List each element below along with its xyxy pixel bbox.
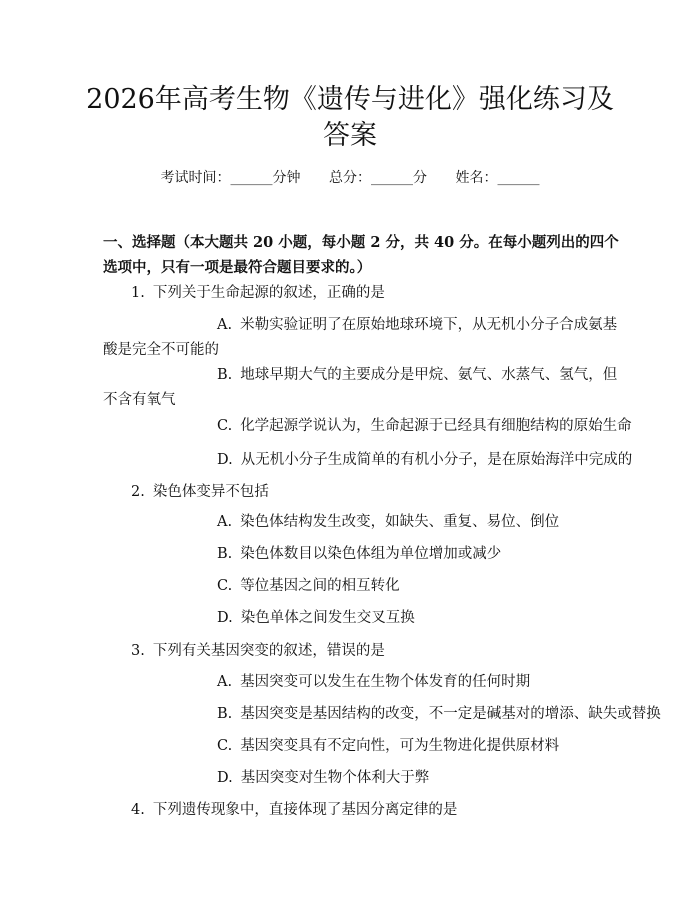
question-stem: 下列遗传现象中，直接体现了基因分离定律的是 [152,802,458,818]
option-letter: D. [217,770,233,786]
question-1 [131,282,631,304]
option-letter: C. [217,418,233,434]
time-blank: ______ [230,170,273,186]
exam-info-line [0,168,700,188]
question-number: 2. [131,484,145,500]
option-text: 染色体数目以染色体组为单位增加或减少 [240,546,502,562]
option-text: 从无机小分子生成简单的有机小分子，是在原始海洋中完成的 [240,452,633,468]
option-3b [103,702,661,727]
option-1a [103,313,623,363]
title-line-2: 答案 [323,120,377,151]
option-letter: A. [217,317,233,333]
score-unit: 分 [413,170,427,186]
question-number: 4. [131,802,145,818]
option-text: 米勒实验证明了在原始地球环境下，从无机小分子合成氨基酸是完全不可能的 [103,317,618,358]
section-heading: 一、选择题（本大题共 20 小题，每小题 2 分，共 40 分。在每小题列出的四个选项中，只有一项是最符合题目要求的。） [103,234,619,276]
question-number: 1. [131,285,145,301]
option-letter: D. [217,452,233,468]
question-2 [131,481,631,503]
time-unit: 分钟 [272,170,301,186]
title-line-1: 2026年高考生物《遗传与进化》强化练习及 [86,84,614,115]
option-2a [103,510,623,535]
question-4 [131,799,631,821]
question-stem: 下列关于生命起源的叙述，正确的是 [152,285,385,301]
option-2b [103,542,623,567]
score-blank: ______ [371,170,413,186]
question-stem: 染色体变异不包括 [152,484,269,500]
option-text: 等位基因之间的相互转化 [240,578,400,594]
option-3a [103,670,623,695]
question-3 [131,640,631,662]
option-letter: A. [217,674,233,690]
option-letter: B. [217,367,233,383]
question-stem: 下列有关基因突变的叙述，错误的是 [152,643,385,659]
option-text: 染色体结构发生改变，如缺失、重复、易位、倒位 [240,514,560,530]
option-letter: A. [217,514,233,530]
option-text: 基因突变可以发生在生物个体发育的任何时期 [240,674,531,690]
score-label: 总分： [329,170,371,186]
page-title [60,82,640,154]
option-3d [103,766,623,791]
option-text: 染色单体之间发生交叉互换 [240,610,415,626]
option-letter: B. [217,706,233,722]
name-blank: ______ [497,170,540,186]
option-text: 地球早期大气的主要成分是甲烷、氨气、水蒸气、氢气，但不含有氧气 [103,367,618,408]
option-1b [103,363,623,413]
option-1d [103,448,633,473]
question-number: 3. [131,643,145,659]
option-text: 化学起源学说认为，生命起源于已经具有细胞结构的原始生命 [240,418,632,434]
option-text: 基因突变对生物个体利大于弊 [240,770,430,786]
option-letter: D. [217,610,233,626]
option-text: 基因突变具有不定向性，可为生物进化提供原材料 [240,738,560,754]
option-2c [103,574,623,599]
name-label: 姓名： [455,170,498,186]
option-text: 基因突变是基因结构的改变，不一定是碱基对的增添、缺失或替换 [240,706,661,722]
option-2d [103,606,623,631]
option-letter: C. [217,738,233,754]
option-letter: B. [217,546,233,562]
option-1c [103,414,632,439]
option-3c [103,734,623,759]
option-letter: C. [217,578,233,594]
time-label: 考试时间： [160,170,231,186]
